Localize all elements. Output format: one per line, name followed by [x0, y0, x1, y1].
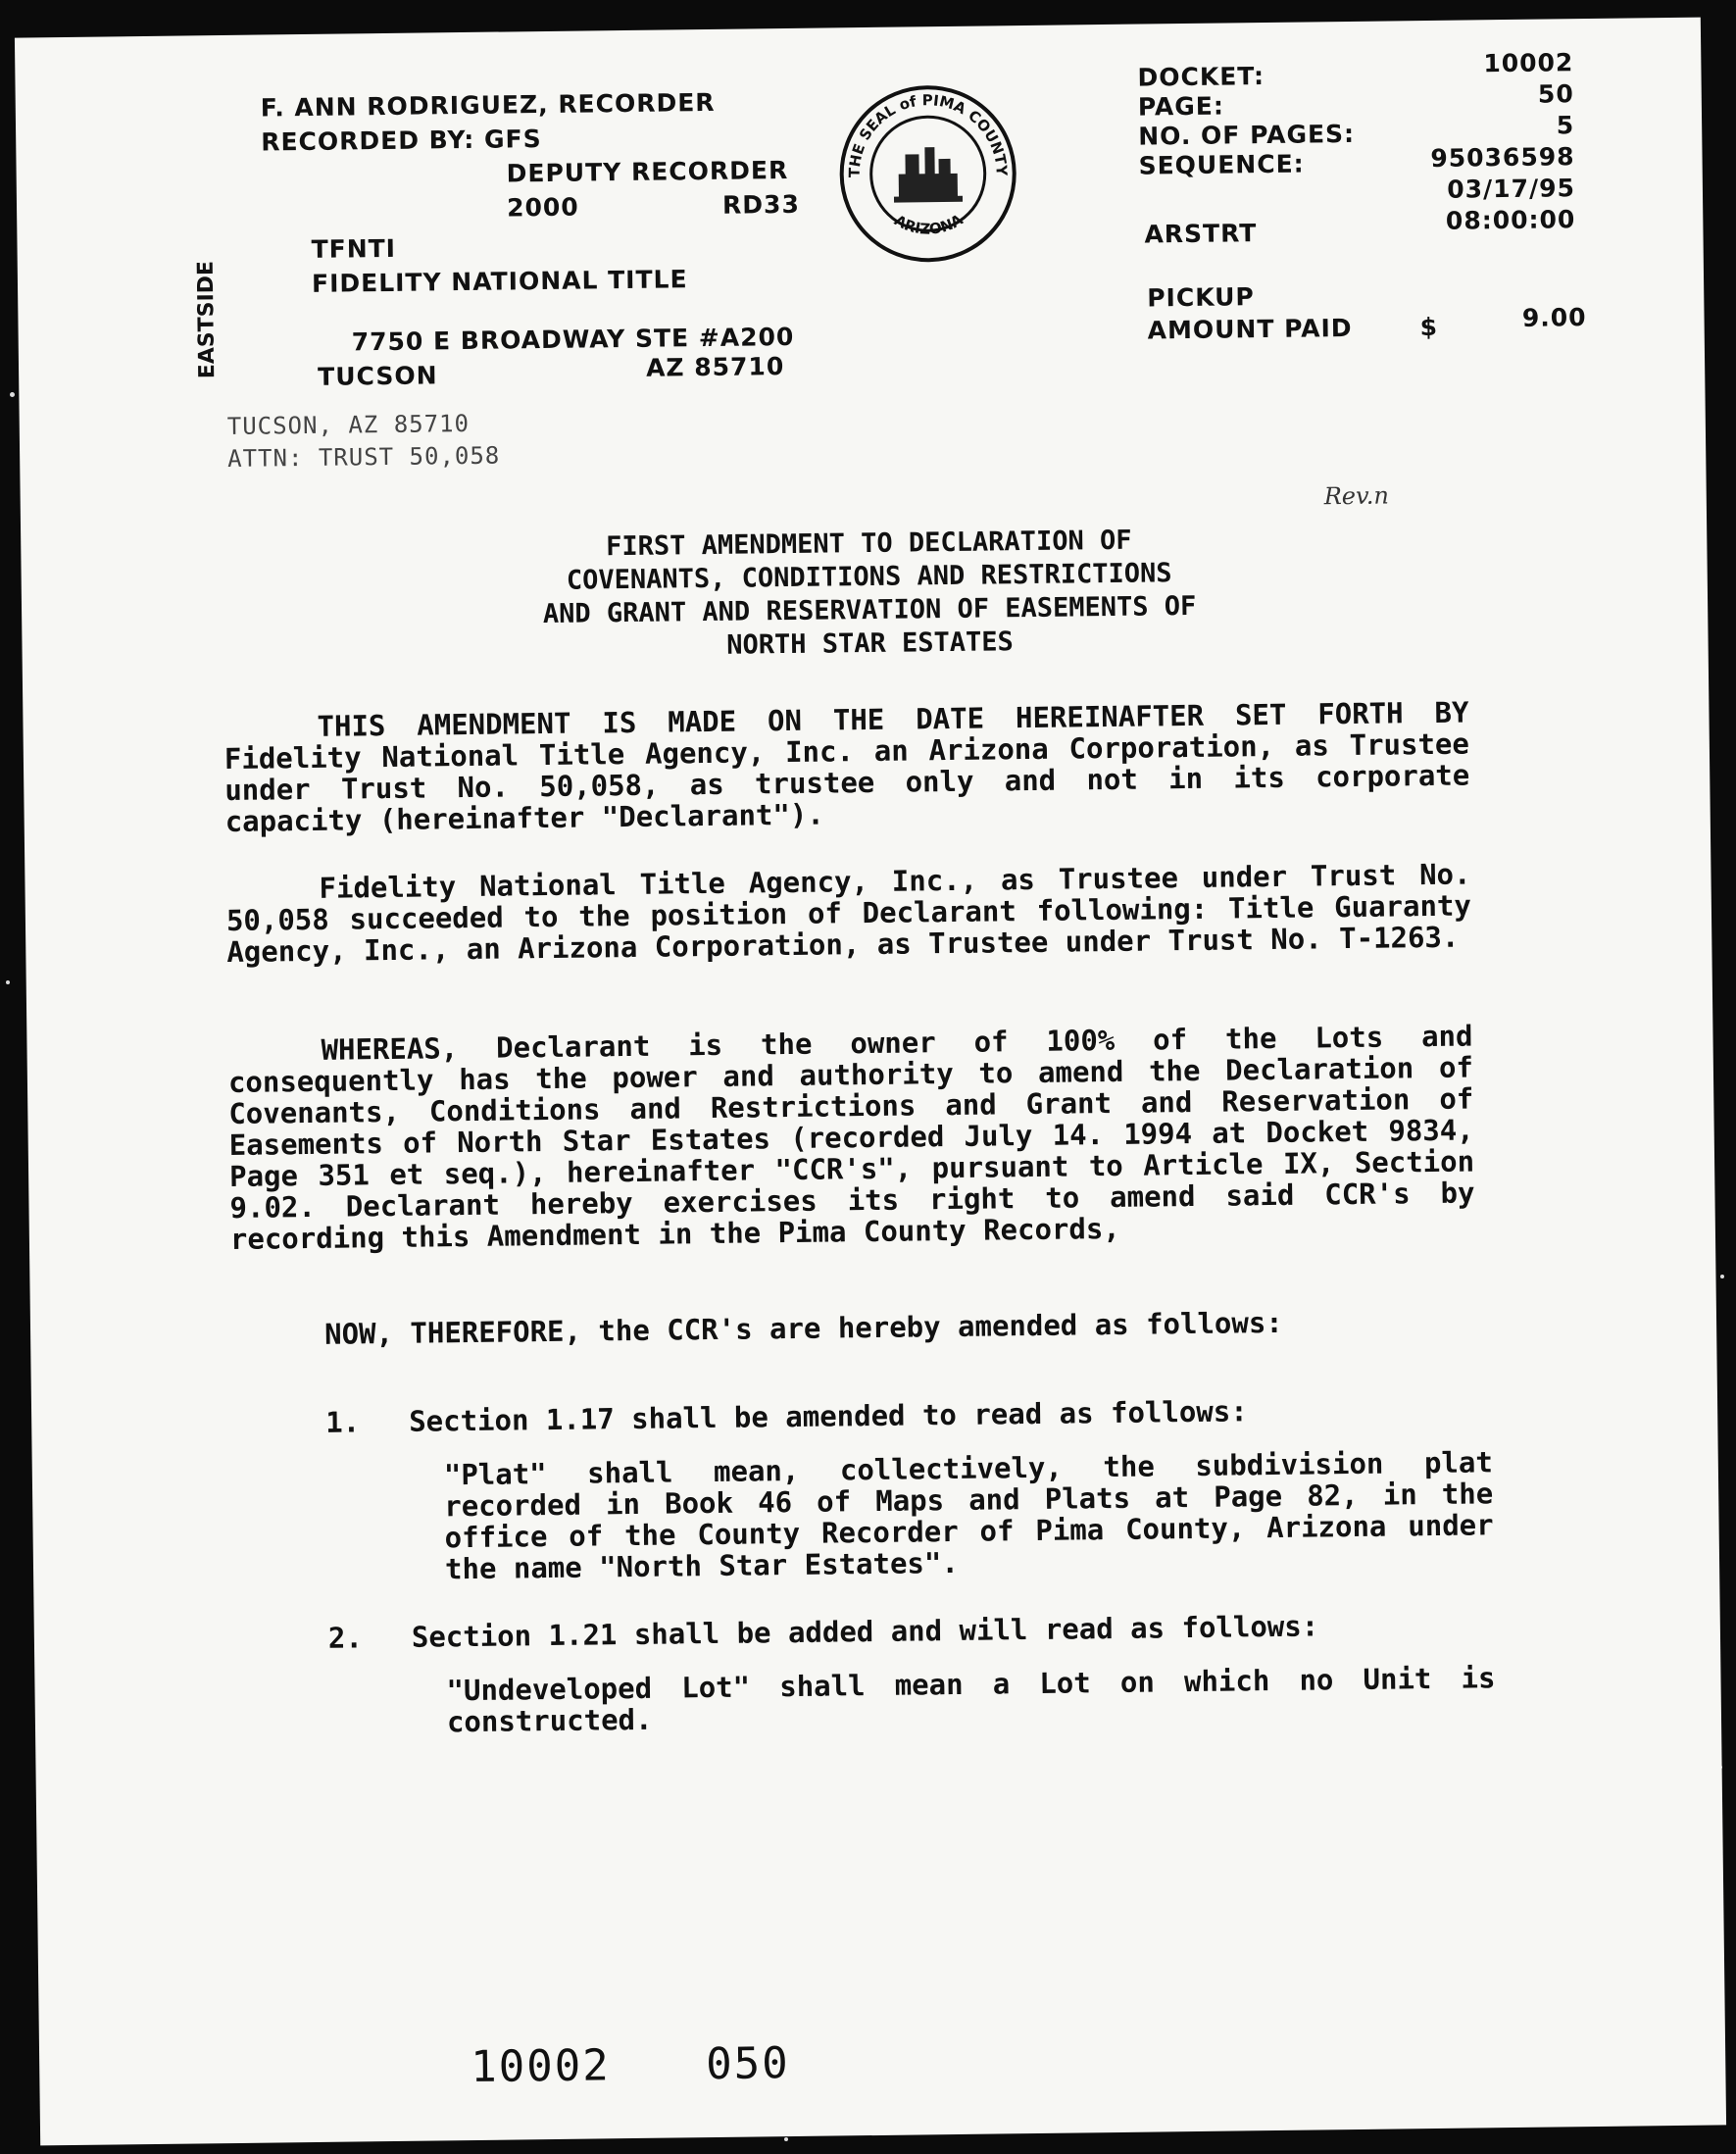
paragraph-text: NOW, THEREFORE, the CCR's are hereby amended as follows: — [323, 1305, 1283, 1351]
time-value: 08:00:00 — [1445, 205, 1576, 235]
date-value: 03/17/95 — [1447, 174, 1576, 204]
pickup-label: PICKUP — [1147, 282, 1255, 313]
handwritten-note: Rev.n — [1323, 481, 1389, 511]
item-number: 1. — [325, 1405, 361, 1439]
scan-speck — [1720, 1275, 1724, 1278]
company-name: FIDELITY NATIONAL TITLE — [311, 265, 688, 298]
paragraph-succession — [225, 859, 1471, 969]
item-text: "Plat" shall mean, collectively, the subdivision plat recorded in Book 46 of Maps and Plats at Page 82, in the office of the County Recorder of Pima County, Arizona under the name "North Star Estates". — [443, 1445, 1494, 1586]
paragraph-text: THIS AMENDMENT IS MADE ON THE DATE HEREINAFTER SET FORTH BY Fidelity National Title Agency, Inc. an Arizona Corporation, as Trustee under Trust No. 50,058, as trustee only and not in its corporate capacity (hereinafter "Declarant"). — [223, 695, 1470, 839]
page-value: 50 — [1537, 79, 1574, 109]
page-label: PAGE: — [1137, 91, 1225, 122]
county-seal-icon — [834, 79, 1022, 268]
deputy-recorder: DEPUTY RECORDER — [506, 155, 789, 188]
company-city: TUCSON — [318, 361, 438, 391]
item-definition — [446, 1662, 1496, 1737]
title-line: NORTH STAR ESTATES — [726, 626, 1015, 661]
amount-paid-label: AMOUNT PAID — [1147, 313, 1353, 345]
item-definition — [444, 1446, 1494, 1584]
recorder-code-2: RD33 — [721, 189, 801, 220]
docket-label: DOCKET: — [1137, 62, 1265, 92]
svg-text:ARIZONA — [891, 211, 967, 239]
paragraph-whereas — [227, 1020, 1475, 1254]
mail-to-city: TUCSON, AZ 85710 — [226, 409, 471, 440]
num-pages-label: NO. OF PAGES: — [1138, 119, 1356, 151]
tenti-label: TFNTI — [311, 233, 397, 264]
scan-speck — [10, 392, 15, 397]
recorded-by: RECORDED BY: GFS — [261, 125, 542, 157]
seal-top-text: THE SEAL of PIMA COUNTY — [845, 91, 1011, 178]
mail-to-attn: ATTN: TRUST 50,058 — [227, 441, 501, 473]
title-line: COVENANTS, CONDITIONS AND RESTRICTIONS — [566, 558, 1172, 596]
company-state-zip: AZ 85710 — [645, 352, 785, 382]
paragraph-intro — [223, 697, 1469, 838]
arstrt-label: ARSTRT — [1144, 219, 1258, 249]
item-text: "Undeveloped Lot" shall mean a Lot on which no Unit is constructed. — [446, 1661, 1496, 1739]
item-number: 2. — [327, 1621, 364, 1655]
paragraph-text: Fidelity National Title Agency, Inc., as Trustee under Trust No. 50,058 succeeded to the position of Declarant following: Title Guaranty Agency, Inc., an Arizona Corporation, as Trustee under Trust No. T-1263. — [225, 857, 1472, 970]
sequence-value: 95036598 — [1430, 142, 1575, 173]
company-address: 7750 E BROADWAY STE #A200 — [351, 322, 795, 357]
title-line: FIRST AMENDMENT TO DECLARATION OF — [605, 525, 1132, 563]
num-pages-value: 5 — [1556, 111, 1575, 140]
item-heading: Section 1.21 shall be added and will read as follows: — [411, 1609, 1319, 1654]
scan-speck — [6, 980, 10, 984]
side-label: EASTSIDE — [193, 260, 221, 379]
document-title — [315, 521, 1424, 668]
title-line: AND GRANT AND RESERVATION OF EASEMENTS OF — [542, 590, 1197, 630]
item-heading: Section 1.17 shall be amended to read as follows: — [408, 1394, 1248, 1438]
document-page — [15, 18, 1726, 2146]
currency-symbol: $ — [1419, 312, 1439, 342]
footer-docket: 10002 — [470, 2040, 612, 2093]
footer-page: 050 — [705, 2038, 791, 2090]
scan-speck — [784, 2137, 788, 2141]
amount-paid-value: 9.00 — [1521, 303, 1587, 332]
sequence-label: SEQUENCE: — [1138, 149, 1305, 180]
paragraph-text: WHEREAS, Declarant is the owner of 100% of the Lots and consequently has the power and authority to amend the Declaration of Covenants, Conditions and Restrictions and Grant and Reservation of Easements of North Star Estates (recorded July 14. 1994 at Docket 9834, Page 351 et seq.), hereinafter "CCR's", pursuant to Article IX, Section 9.02. Declarant hereby exercises its right to amend said CCR's by recording this Amendment in the Pima County Records, — [227, 1019, 1475, 1256]
seal-bottom-text: ARIZONA — [891, 210, 967, 238]
recorder-code-1: 2000 — [506, 192, 579, 223]
paragraph-therefore — [231, 1304, 1476, 1351]
recorder-name: F. ANN RODRIGUEZ, RECORDER — [260, 87, 716, 123]
docket-value: 10002 — [1483, 48, 1574, 78]
